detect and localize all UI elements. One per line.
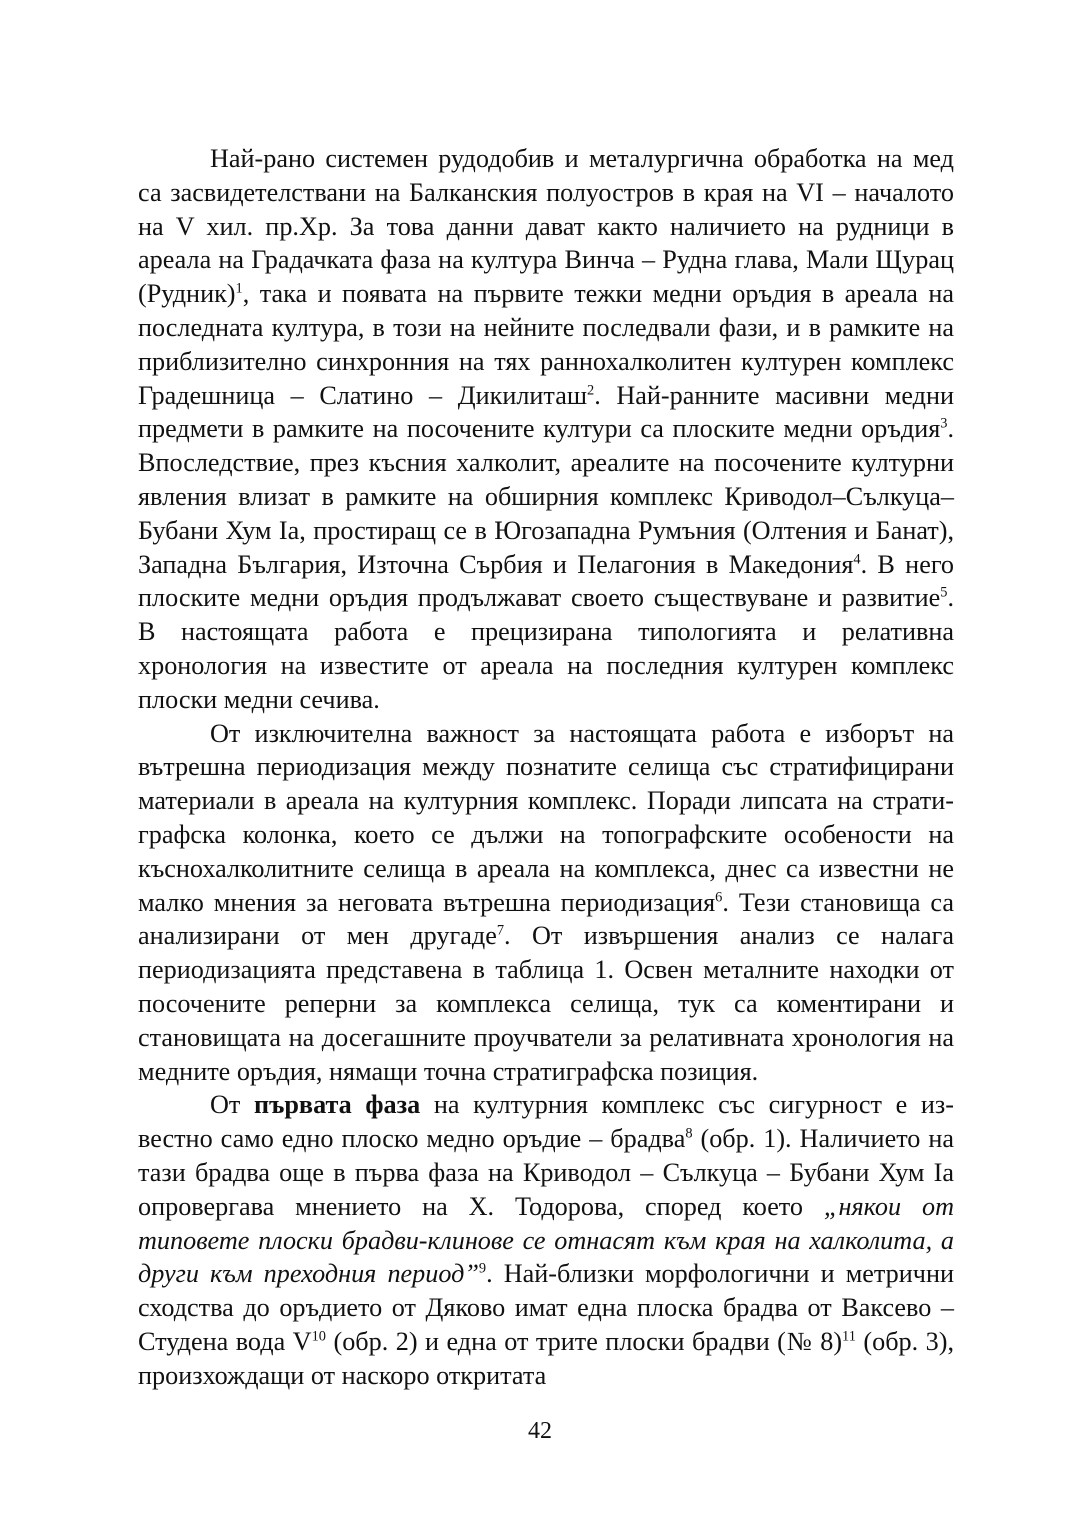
footnote-ref[interactable]: 2 (587, 381, 595, 398)
paragraph-1: Най-рано системен рудодобив и металургична обработка на мед са засвидетелствани на Балканския полуостров в края на VI – началото на V хил. пр.Хр. За това данни дават както наличието на рудници в ареала на Градачката фаза на култура Винча – Рудна глава, Мали Щурац (Рудник)$^1$, така и появата на първите тежки медни оръдия в ареала на последната култура, в този на нейните последвали фази, и в рамките на приблизително синхронния на тях раннохалколитен културен комплекс Градешница – Слатино – Дикилиташ$^2$. Най-ранните масивни медни предмети в рамките на посочените култури са плоските медни оръдия$^3$. Впоследствие, през късния халколит, ареалите на посочените културни явления влизат в рамките на обширния комплекс Криводол–Сълкуца–Бубани Хум Iа, простиращ се в Югозападна Румъния (Олтения и Банат), Западна България, Източна Сърбия и Пелагония в Македония$^4$. В него плоските медни оръдия продължават своето съществуване и развитие$^5$. В настоящата работа е прецизирана типологията и релативна хронология на известите от ареала на последния културен комплекс плоски медни сечива. (138, 144, 954, 714)
page-number: 42 (528, 1418, 552, 1444)
body-text (138, 142, 954, 1392)
footnote-ref[interactable]: 3 (940, 415, 948, 432)
italic-quote: „някои от типовете плоски брадви-клинове се отнасят към края на халколита, а други към преходния период” (138, 1191, 954, 1289)
page-body (138, 142, 954, 1392)
footnote-ref[interactable]: 11 (842, 1328, 856, 1345)
paragraph-2: От изключителна важност за настоящата работа е изборът на вътрешна периодизация между познатите селища със стратифицирани материали в ареала на културния комплекс. Поради липсата на стратиграфска колонка, което се дължи на топографските особености на къснохалколитните селища в ареала на комплекса, днес са известни не малко мнения за неговата вътрешна периодизация$^6$. Тези становища са анализирани от мен другаде$^7$. От извършения анализ се налага периодизацията представена в таблица 1. Освен металните находки от посочените реперни за комплекса селища, тук са коментирани и становищата на досегашните проучватели за релативната хронология на медните оръдия, нямащи точна стратиграфска позиция. (138, 718, 954, 1086)
footnote-ref[interactable]: 4 (853, 550, 861, 567)
footnote-ref[interactable]: 9 (478, 1260, 487, 1277)
footnote-ref[interactable]: 1 (235, 280, 243, 297)
paragraph-3: От първата фаза на културния комплекс със сигурност е известно само едно плоско медно оръдие – брадва$^8$ (обр. 1). Наличието на тази брадва още в първа фаза на Криводол – Сълкуца – Бубани Хум Iа опровергава мнението на Х. Тодорова, според което „някои от типовете плоски брадви-клинове се отнасят към края на халколита, а други към преходния период”$^9$. Най-близки морфологични и метрични сходства до оръдието от Дяково имат една плоска брадва от Ваксево – Студена вода $V^{10}$ (обр. 2) и една от трите плоски брадви (№ 8)$^{11}$ (обр. 3), произхождащи от наскоро откритата (138, 1090, 955, 1390)
footnote-ref[interactable]: 6 (715, 888, 723, 905)
footnote-ref[interactable]: 7 (496, 922, 505, 939)
footnote-ref[interactable]: 8 (685, 1125, 693, 1142)
footnote-ref[interactable]: 10 (311, 1328, 326, 1345)
footnote-ref[interactable]: 5 (940, 584, 948, 601)
bold-term: първата фаза (254, 1090, 421, 1120)
